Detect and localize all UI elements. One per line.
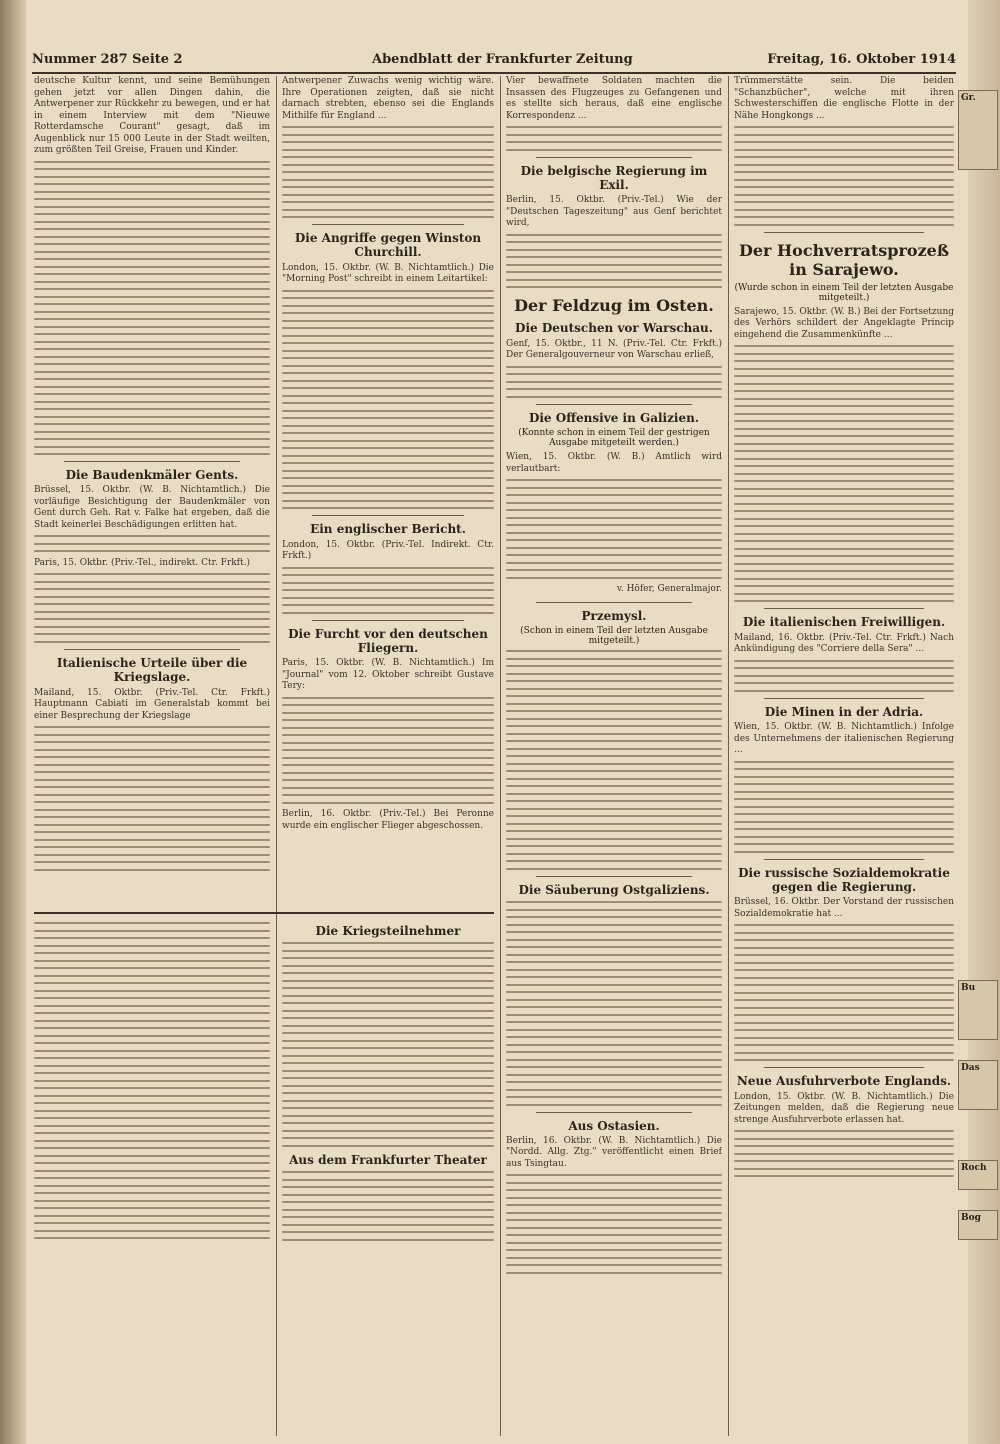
section-heading: Der Feldzug im Osten. [514, 296, 714, 316]
article-heading: Aus dem Frankfurter Theater [289, 1152, 487, 1167]
book-binding-edge [0, 0, 26, 1444]
column-2 [282, 76, 494, 906]
column-4 [734, 76, 954, 1436]
article-dateline: Wien, 15. Oktbr. (W. B. Nichtamtlich.) Infolge des Unternehmens der italienischen Regierung ... [734, 722, 954, 756]
article-heading: Die belgische Regierung im Exil. [520, 163, 708, 192]
article-heading: Italienische Urteile über die Kriegslage. [56, 655, 248, 685]
article-heading: Die Säuberung Ostgaliziens. [518, 882, 710, 897]
article-dateline: London, 15. Oktbr. (W. B. Nichtamtlich.) Die "Morning Post" schreibt in einem Leitartikel: [282, 262, 494, 285]
section-heading: Der Hochverratsprozeß in Sarajewo. [738, 240, 950, 279]
article-heading: Neue Ausfuhrverbote Englands. [736, 1074, 952, 1089]
newspaper-title: Abendblatt der Frankfurter Zeitung [372, 52, 633, 67]
column-rule [500, 76, 501, 1436]
text-block [734, 761, 954, 853]
article-text: Antwerpener Zuwachs wenig wichtig wäre. Ihre Operationen zeigten, daß sie nicht darnach strebten, ebenso sei die Englands Mithilfe für England ... [282, 76, 494, 121]
text-block [282, 942, 494, 1147]
text-block [734, 345, 954, 602]
article-heading: Aus Ostasien. [568, 1118, 660, 1133]
text-block [506, 650, 722, 870]
article-heading: Die Angriffe gegen Winston Churchill. [294, 231, 482, 260]
text-block [34, 726, 270, 871]
text-block [34, 161, 270, 456]
text-block [282, 290, 494, 510]
text-block [34, 573, 270, 643]
text-block [506, 479, 722, 579]
article-heading: Die Kriegsteilnehmer [315, 924, 461, 938]
article-heading: Die Deutschen vor Warschau. [515, 321, 713, 336]
article-heading: Die Minen in der Adria. [764, 704, 924, 719]
section-rule [34, 912, 494, 914]
article-text: deutsche Kultur kennt, und seine Bemühungen gehen jetzt vor allen Dingen dahin, die Antwerpener zur Rückkehr zu bewegen, und er hat in einem Interview mit dem "Nieuwe Rotterdamsche Courant" gesagt, daß im Augenblick nur 15 000 Leute in der Stadt weilten, zum größten Teil Greise, Frauen und Kinder. [34, 76, 270, 155]
article-text: Vier bewaffnete Soldaten machten die Insassen des Flugzeuges zu Gefangenen und es stellte sich heraus, daß eine englische Korrespondenz ... [506, 76, 722, 121]
column-2-lower [282, 918, 494, 1436]
article-dateline: Berlin, 16. Oktbr. (Priv.-Tel.) Bei Peronne wurde ein englischer Flieger abgeschossen. [282, 809, 494, 831]
text-block [734, 1130, 954, 1177]
article-dateline: Mailand, 15. Oktbr. (Priv.-Tel. Ctr. Frkft.) Hauptmann Cabiati im Generalstab kommt bei einer Besprechung der Kriegslage [34, 687, 270, 721]
article-dateline: Mailand, 16. Oktbr. (Priv.-Tel. Ctr. Frkft.) Nach Ankündigung des "Corriere della Sera" ... [734, 632, 954, 655]
text-block [506, 1174, 722, 1274]
article-dateline: Berlin, 16. Oktbr. (W. B. Nichtamtlich.) Die "Nordd. Allg. Ztg." veröffentlicht einen Brief aus Tsingtau. [506, 1135, 722, 1169]
text-block [734, 126, 954, 226]
article-heading: Przemysl. [581, 608, 647, 623]
advertisement-fragment: Bog [958, 1210, 998, 1240]
article-dateline: Brüssel, 15. Oktbr. (W. B. Nichtamtlich.) Die vorläufige Besichtigung der Baudenkmäler von Gent durch Geh. Rat v. Falke hat ergeben, daß die Stadt keinerlei Beschädigungen erlitten hat. [34, 485, 270, 530]
issue-date: Freitag, 16. Oktober 1914 [767, 52, 956, 67]
article-dateline: Brüssel, 16. Oktbr. Der Vorstand der russischen Sozialdemokratie hat ... [734, 897, 954, 919]
column-3 [506, 76, 722, 1436]
article-note: (Konnte schon in einem Teil der gestrigen Ausgabe mitgeteilt werden.) [518, 428, 710, 449]
column-rule [276, 76, 277, 1436]
article-text: Trümmerstätte sein. Die beiden "Schanzbücher", welche mit ihren Schwesterschiffen die englische Flotte in der Nähe Hongkongs ... [734, 76, 954, 121]
masthead [32, 50, 956, 74]
article-note: (Schon in einem Teil der letzten Ausgabe mitgeteilt.) [520, 626, 708, 647]
article-heading: Die Offensive in Galizien. [528, 410, 700, 425]
article-heading: Die russische Sozialdemokratie gegen die Regierung. [738, 865, 950, 895]
text-block [734, 924, 954, 1061]
article-heading: Ein englischer Bericht. [310, 522, 466, 537]
adjacent-page-fragment: Gr. [958, 90, 998, 170]
text-block [34, 922, 270, 1239]
text-block [282, 1171, 494, 1241]
text-block [282, 567, 494, 614]
article-dateline: Paris, 15. Oktbr. (Priv.-Tel., indirekt. Ctr. Frkft.) [34, 557, 250, 568]
article-heading: Die Furcht vor den deutschen Fliegern. [288, 626, 488, 656]
text-block [506, 901, 722, 1106]
text-block [506, 234, 722, 289]
article-note: (Wurde schon in einem Teil der letzten Ausgabe mitgeteilt.) [734, 282, 954, 303]
column-1-lower [34, 918, 270, 1436]
article-dateline: Genf, 15. Oktbr., 11 N. (Priv.-Tel. Ctr. Frkft.) Der Generalgouverneur von Warschau erließ, [506, 338, 722, 361]
signature: v. Höfer, Generalmajor. [616, 584, 722, 595]
article-dateline: London, 15. Oktbr. (W. B. Nichtamtlich.) Die Zeitungen melden, daß die Regierung neue strenge Ausfuhrverbote erlassen hat. [734, 1091, 954, 1125]
page-number: Nummer 287 Seite 2 [32, 52, 183, 67]
text-block [734, 660, 954, 692]
adjacent-page-fragment: Das [958, 1060, 998, 1110]
article-dateline: Wien, 15. Oktbr. (W. B.) Amtlich wird verlautbart: [506, 452, 722, 474]
article-heading: Die italienischen Freiwilligen. [742, 615, 946, 630]
text-block [282, 126, 494, 218]
adjacent-page-fragment: Bu [958, 980, 998, 1040]
text-block [506, 126, 722, 151]
advertisement-fragment: Roch [958, 1160, 998, 1190]
article-dateline: London, 15. Oktbr. (Priv.-Tel. Indirekt. Ctr. Frkft.) [282, 539, 494, 562]
text-block [34, 535, 270, 552]
column-1 [34, 76, 270, 906]
article-dateline: Sarajewo, 15. Oktbr. (W. B.) Bei der Fortsetzung des Verhörs schildert der Angeklagte Princip eingehend die Zusammenkünfte ... [734, 306, 954, 340]
article-dateline: Paris, 15. Oktbr. (W. B. Nichtamtlich.) Im "Journal" vom 12. Oktober schreibt Gustave Tery: [282, 658, 494, 692]
text-block [506, 366, 722, 398]
column-rule [728, 76, 729, 1436]
article-heading: Die Baudenkmäler Gents. [65, 468, 239, 482]
article-dateline: Berlin, 15. Oktbr. (Priv.-Tel.) Wie der "Deutschen Tageszeitung" aus Genf berichtet wird, [506, 195, 722, 229]
text-block [282, 697, 494, 804]
